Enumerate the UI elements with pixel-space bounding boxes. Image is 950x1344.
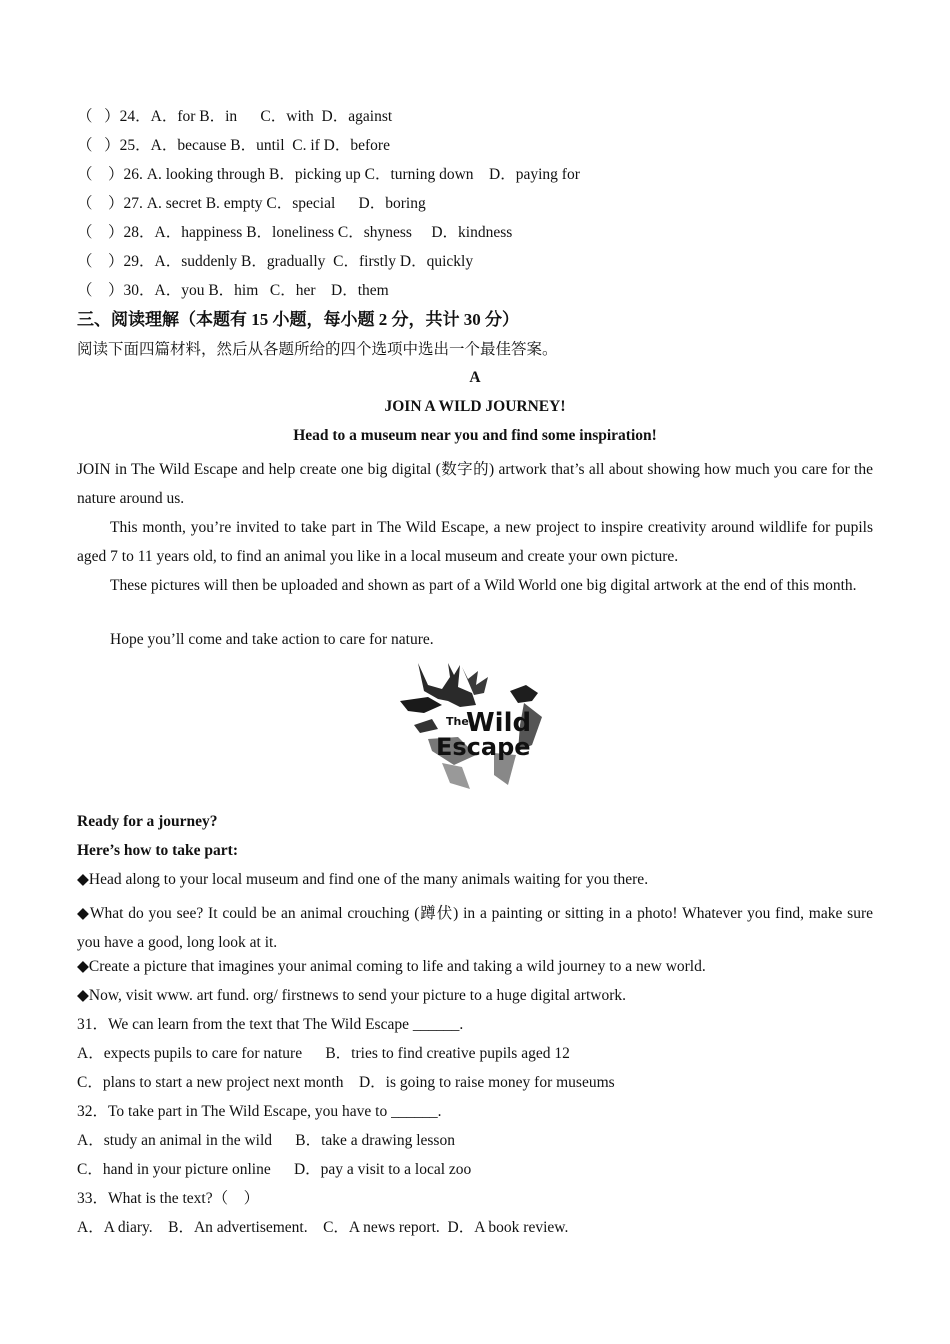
question-31-options-ab: A．expects pupils to care for nature B．tries to find creative pupils aged 12 — [77, 1045, 570, 1062]
option-line-25: （ ）25．A．because B．until C. if D．before — [77, 137, 390, 154]
passage-label: A — [469, 369, 481, 386]
step-1: ◆Head along to your local museum and find one of the many animals waiting for you there. — [77, 871, 649, 888]
section-instruction: 阅读下面四篇材料，然后从各题所给的四个选项中选出一个最佳答案。 — [77, 341, 558, 358]
paragraph-2: This month, you’re invited to take part in The Wild Escape, a new project to inspire creativity around wildlife for pupils aged 7 to 11 years old, to find an animal you like in a local museum and create your own picture. — [77, 519, 873, 565]
question-32-options-cd: C．hand in your picture online D．pay a visit to a local zoo — [77, 1161, 472, 1178]
question-33-options: A．A diary. B．An advertisement. C．A news report. D．A book review. — [77, 1219, 569, 1236]
step-3: ◆Create a picture that imagines your animal coming to life and taking a wild journey to a new world. — [77, 958, 706, 975]
question-31-options-cd: C．plans to start a new project next month D．is going to raise money for museums — [77, 1074, 615, 1091]
option-line-28: （ ）28．A．happiness B．loneliness C．shyness D．kindness — [77, 224, 513, 241]
passage-subtitle: Head to a museum near you and find some inspiration! — [293, 427, 657, 444]
option-line-29: （ ）29．A．suddenly B．gradually C．firstly D．quickly — [77, 253, 474, 270]
paragraph-1: JOIN in The Wild Escape and help create one big digital (数字的) artwork that’s all about showing how much you care for the nature around us. — [77, 461, 873, 507]
step-2: ◆What do you see? It could be an animal crouching (蹲伏) in a painting or sitting in a photo! Whatever you find, make sure you have a good, long look at it. — [77, 905, 873, 951]
paragraph-4: Hope you’ll come and take action to care for nature. — [110, 631, 434, 648]
option-line-30: （ ）30．A．you B．him C．her D．them — [77, 282, 389, 299]
logo-text-wild: Wild — [466, 708, 532, 738]
option-line-27: （ ）27. A. secret B. empty C．special D．boring — [77, 195, 426, 212]
option-line-24: （ ）24．A．for B．in C．with D．against — [77, 108, 393, 125]
option-line-26: （ ）26. A. looking through B．picking up C．turning down D．paying for — [77, 166, 580, 183]
question-32: 32．To take part in The Wild Escape, you have to ______. — [77, 1103, 442, 1120]
question-33: 33．What is the text?（ ） — [77, 1190, 260, 1207]
passage-title: JOIN A WILD JOURNEY! — [384, 398, 566, 415]
logo-text-escape: Escape — [436, 733, 531, 761]
section-title: 三、阅读理解（本题有 15 小题，每小题 2 分，共计 30 分） — [77, 310, 519, 329]
question-31: 31．We can learn from the text that The Wild Escape ______. — [77, 1016, 464, 1033]
question-32-options-ab: A．study an animal in the wild B．take a drawing lesson — [77, 1132, 455, 1149]
wild-escape-logo — [398, 655, 553, 795]
ready-heading: Ready for a journey? — [77, 813, 218, 830]
how-heading: Here’s how to take part: — [77, 842, 238, 859]
step-4: ◆Now, visit www. art fund. org/ firstnews to send your picture to a huge digital artwork. — [77, 987, 627, 1004]
paragraph-3: These pictures will then be uploaded and shown as part of a Wild World one big digital artwork at the end of this month. — [110, 577, 857, 594]
logo-text-the: The — [446, 715, 469, 728]
